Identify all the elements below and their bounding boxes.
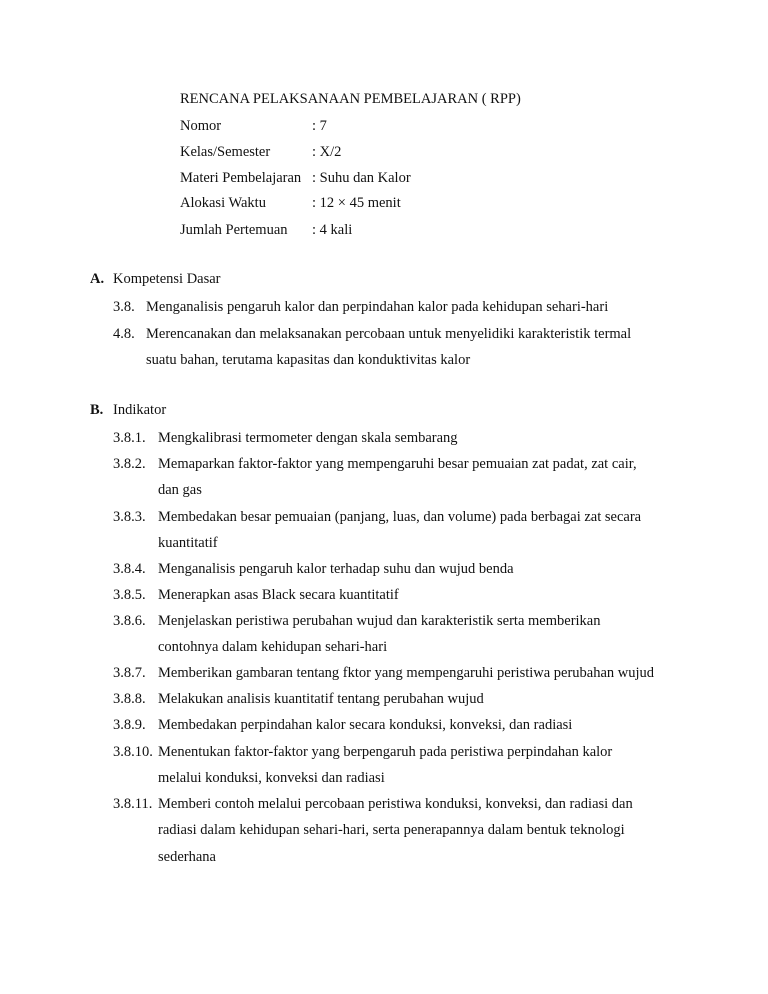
indicator-number: 3.8.9. — [113, 717, 146, 733]
kd-text: Menganalisis pengaruh kalor dan perpindahan kalor pada kehidupan sehari-hari — [146, 299, 609, 315]
kd-number: 4.8. — [113, 326, 135, 342]
indicator-text: Menganalisis pengaruh kalor terhadap suhu dan wujud benda — [158, 561, 514, 577]
indicator-text: Membedakan perpindahan kalor secara konduksi, konveksi, dan radiasi — [158, 717, 573, 733]
indicator-number: 3.8.8. — [113, 691, 146, 707]
indicator-text-continued: kuantitatif — [158, 535, 218, 551]
jumlah-pertemuan-label: Jumlah Pertemuan — [180, 222, 288, 238]
indicator-number: 3.8.11. — [113, 796, 153, 812]
indicator-text: Memaparkan faktor-faktor yang mempengaruhi besar pemuaian zat padat, zat cair, — [158, 456, 637, 472]
indicator-text: Menerapkan asas Black secara kuantitatif — [158, 587, 399, 603]
indicator-text-continued: melalui konduksi, konveksi dan radiasi — [158, 770, 385, 786]
indicator-number: 3.8.5. — [113, 587, 146, 603]
indicator-text-continued: dan gas — [158, 482, 202, 498]
indicator-text: Membedakan besar pemuaian (panjang, luas, dan volume) pada berbagai zat secara — [158, 509, 642, 525]
section-a-letter: A. — [90, 271, 105, 287]
alokasi-waktu-label: Alokasi Waktu — [180, 195, 266, 211]
indicator-number: 3.8.7. — [113, 665, 146, 681]
jumlah-pertemuan-value: : 4 kali — [312, 222, 353, 238]
indicator-text-continued: radiasi dalam kehidupan sehari-hari, serta penerapannya dalam bentuk teknologi — [158, 822, 625, 838]
indicator-number: 3.8.1. — [113, 430, 146, 446]
section-a-title: Kompetensi Dasar — [113, 271, 221, 287]
indicator-text: Menjelaskan peristiwa perubahan wujud dan karakteristik serta memberikan — [158, 613, 601, 629]
section-b-title: Indikator — [113, 402, 167, 418]
alokasi-waktu-value: : 12 × 45 menit — [312, 195, 401, 211]
indicator-number: 3.8.2. — [113, 456, 146, 472]
indicator-text: Menentukan faktor-faktor yang berpengaruh pada peristiwa perpindahan kalor — [158, 744, 613, 760]
indicator-text: Mengkalibrasi termometer dengan skala sembarang — [158, 430, 458, 446]
kd-text: Merencanakan dan melaksanakan percobaan untuk menyelidiki karakteristik termal — [146, 326, 632, 342]
kelas-semester-label: Kelas/Semester — [180, 144, 271, 160]
document-title: RENCANA PELAKSANAAN PEMBELAJARAN ( RPP) — [180, 91, 521, 107]
kelas-semester-value: : X/2 — [312, 144, 342, 160]
indicator-text: Melakukan analisis kuantitatif tentang perubahan wujud — [158, 691, 484, 707]
indicator-number: 3.8.3. — [113, 509, 146, 525]
nomor-label: Nomor — [180, 118, 222, 134]
indicator-text-continued: contohnya dalam kehidupan sehari-hari — [158, 639, 388, 655]
indicator-text: Memberikan gambaran tentang fktor yang mempengaruhi peristiwa perubahan wujud — [158, 665, 655, 681]
kd-number: 3.8. — [113, 299, 135, 315]
materi-value: : Suhu dan Kalor — [312, 170, 411, 186]
indicator-number: 3.8.10. — [113, 744, 153, 760]
indicator-number: 3.8.6. — [113, 613, 146, 629]
nomor-value: : 7 — [312, 118, 327, 134]
kd-text-continued: suatu bahan, terutama kapasitas dan konduktivitas kalor — [146, 352, 471, 368]
indicator-text-continued: sederhana — [158, 849, 216, 865]
indicator-number: 3.8.4. — [113, 561, 146, 577]
section-b-letter: B. — [90, 402, 104, 418]
indicator-text: Memberi contoh melalui percobaan peristiwa konduksi, konveksi, dan radiasi dan — [158, 796, 633, 812]
materi-label: Materi Pembelajaran — [180, 170, 302, 186]
